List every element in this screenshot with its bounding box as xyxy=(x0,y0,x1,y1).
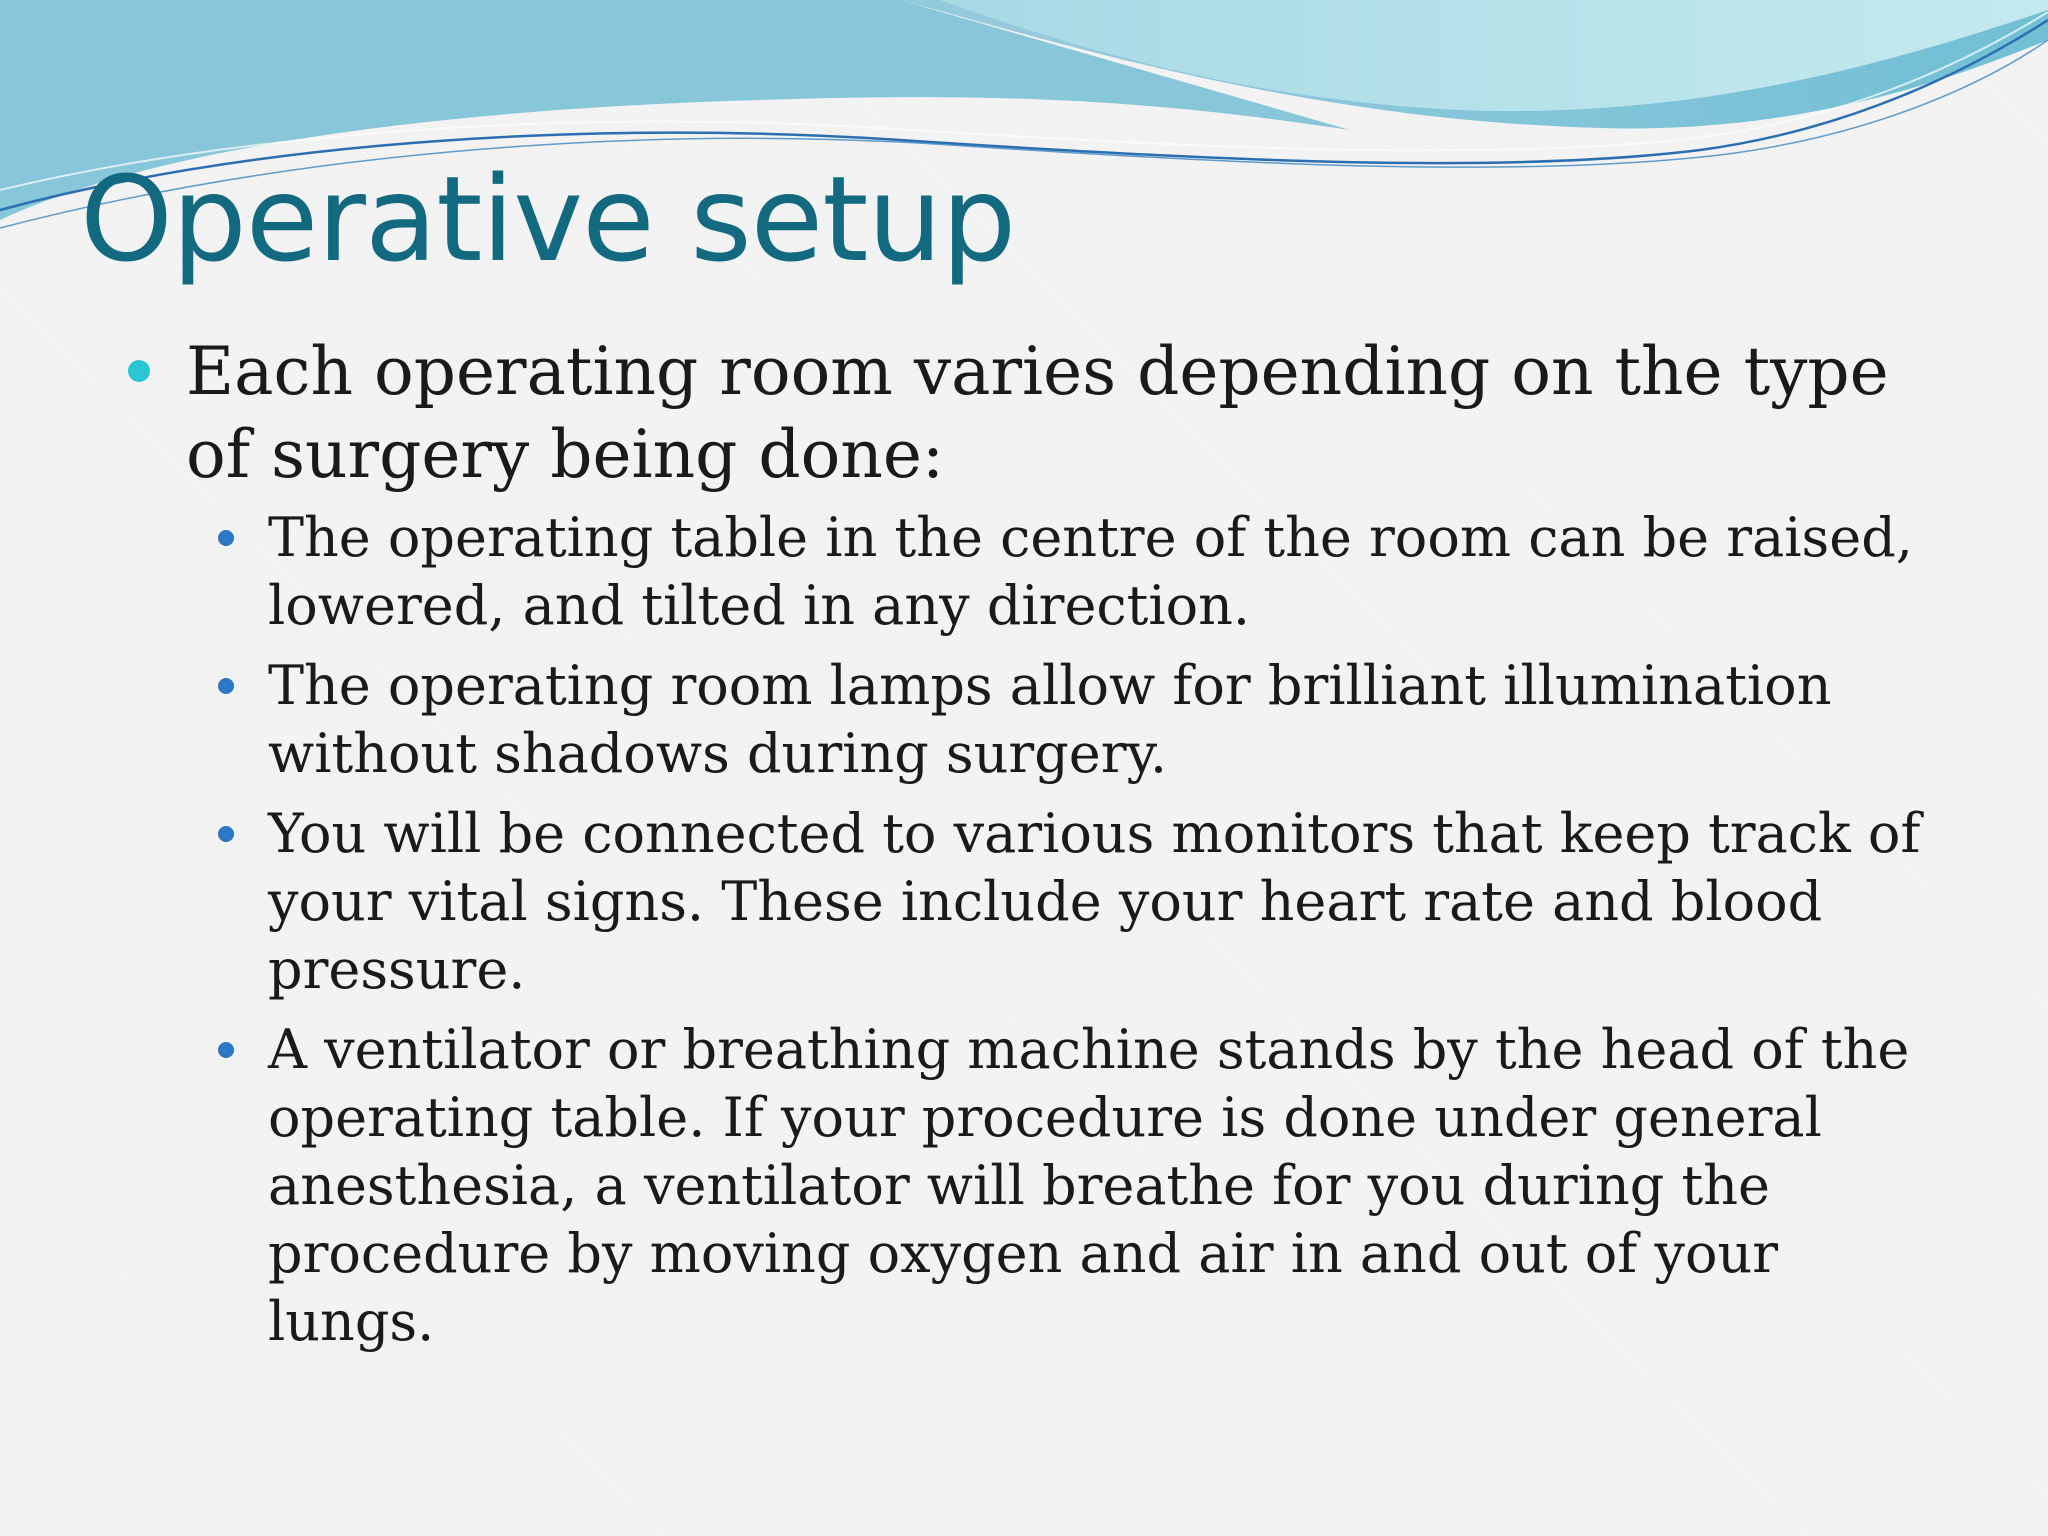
sub-point-text: The operating room lamps allow for brilliant illumination without shadows during surgery. xyxy=(268,654,1832,785)
main-point-text: Each operating room varies depending on the type of surgery being done: xyxy=(186,333,1889,493)
list-item xyxy=(120,800,1950,1004)
sub-point-text: A ventilator or breathing machine stands by the head of the operating table. If your procedure is done under general anesthesia, a ventilator will breathe for you during the procedure by moving oxygen and air in and out of your lungs. xyxy=(268,1018,1910,1353)
bullet-dot-icon xyxy=(218,678,234,694)
bullet-dot-icon xyxy=(218,530,234,546)
list-item xyxy=(120,1016,1950,1356)
sub-point-text: The operating table in the centre of the room can be raised, lowered, and tilted in any direction. xyxy=(268,506,1913,637)
list-item xyxy=(120,652,1950,788)
bullet-dot-icon xyxy=(218,826,234,842)
bullet-dot-icon xyxy=(218,1042,234,1058)
slide-body xyxy=(120,330,1950,1368)
bullet-dot-icon xyxy=(128,360,150,382)
list-item xyxy=(120,504,1950,640)
slide-title: Operative setup xyxy=(80,150,1016,288)
bullet-level1 xyxy=(120,330,1950,496)
sub-point-list xyxy=(120,504,1950,1356)
sub-point-text: You will be connected to various monitors that keep track of your vital signs. These include your heart rate and blood pressure. xyxy=(268,802,1921,1001)
